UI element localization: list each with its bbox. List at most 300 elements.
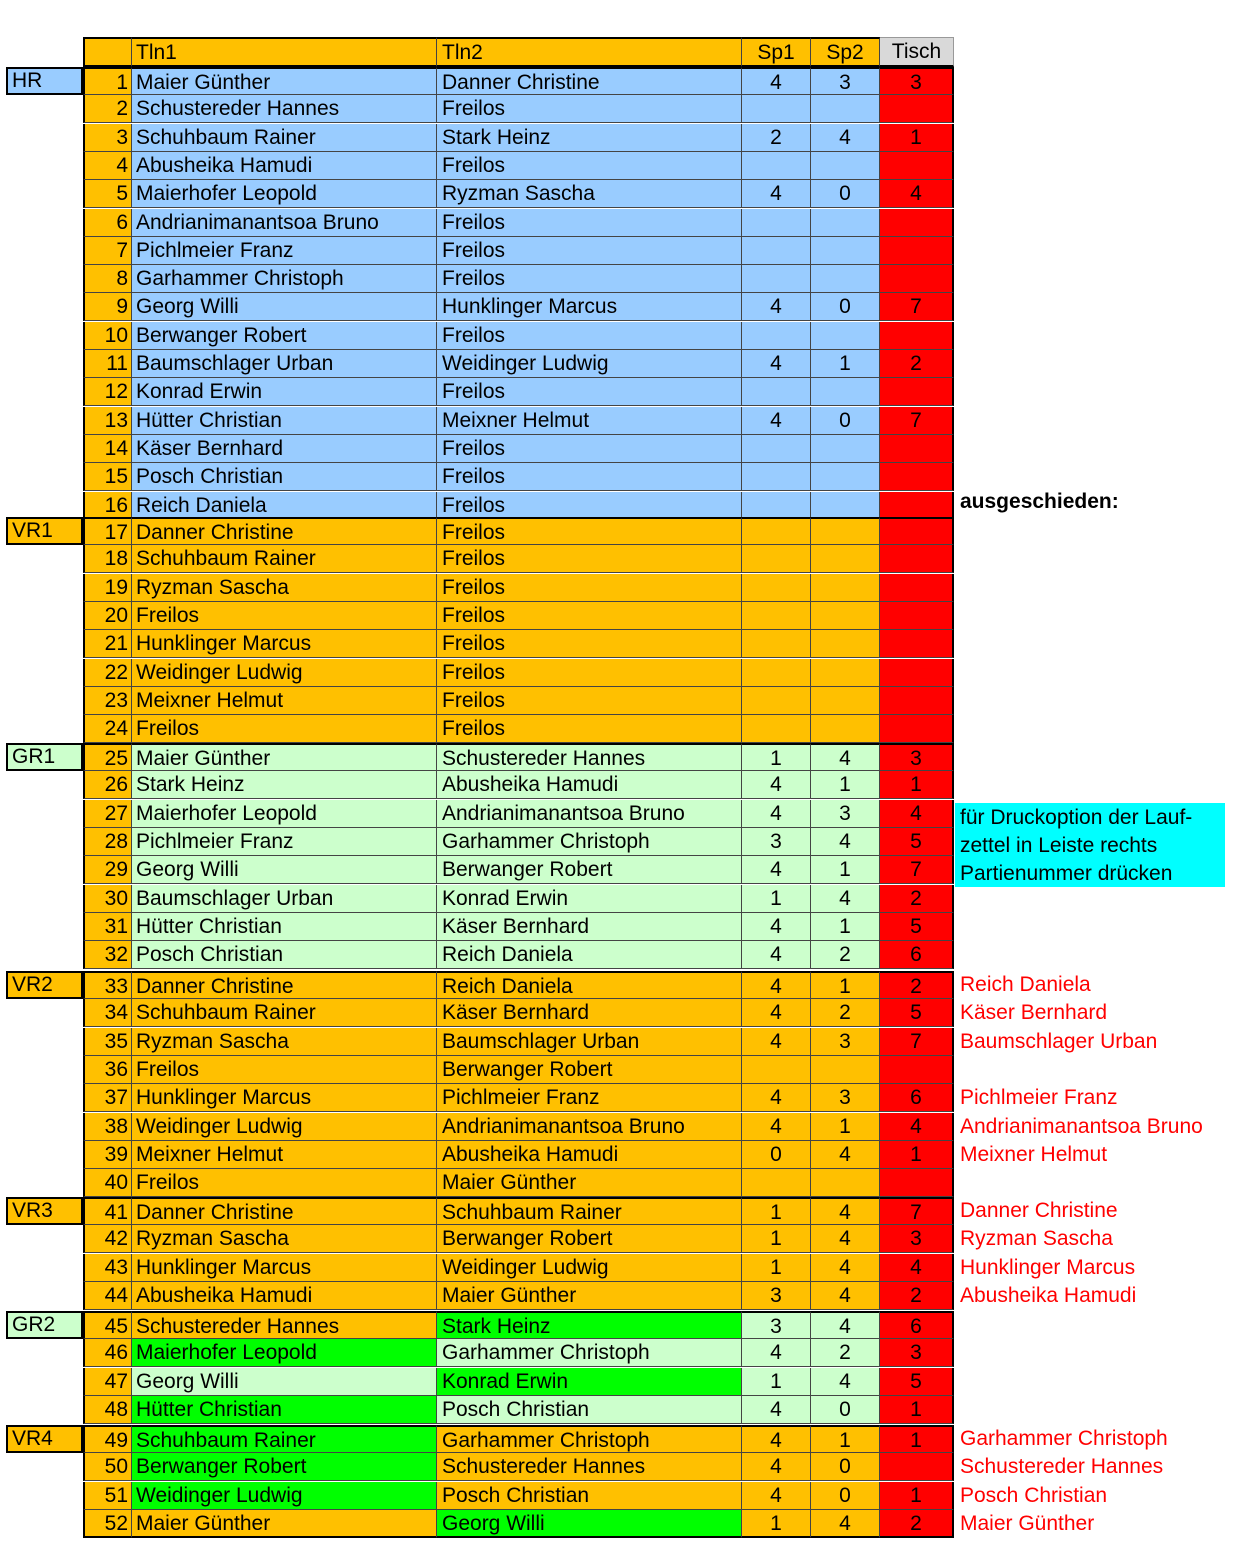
cell-p1[interactable]: Garhammer Christoph (132, 265, 437, 293)
cell-num[interactable]: 21 (83, 630, 132, 658)
cell-num[interactable]: 30 (83, 885, 132, 913)
cell-t[interactable]: 2 (880, 971, 954, 999)
cell-p2[interactable]: Konrad Erwin (437, 1368, 742, 1396)
cell-p1[interactable]: Georg Willi (132, 1368, 437, 1396)
cell-p1[interactable]: Reich Daniela (132, 492, 437, 520)
cell-p2[interactable]: Freilos (437, 378, 742, 406)
cell-t[interactable] (880, 209, 954, 237)
cell-p2[interactable]: Berwanger Robert (437, 1056, 742, 1084)
cell-s1[interactable]: 4 (742, 913, 811, 941)
header-tln2[interactable]: Tln2 (437, 37, 742, 67)
cell-num[interactable]: 31 (83, 913, 132, 941)
cell-s1[interactable]: 4 (742, 771, 811, 799)
cell-num[interactable]: 19 (83, 574, 132, 602)
cell-num[interactable]: 35 (83, 1028, 132, 1056)
cell-p1[interactable]: Meixner Helmut (132, 687, 437, 715)
cell-p1[interactable]: Pichlmeier Franz (132, 828, 437, 856)
cell-p2[interactable]: Freilos (437, 517, 742, 545)
cell-p2[interactable]: Freilos (437, 659, 742, 687)
cell-s1[interactable]: 4 (742, 1028, 811, 1056)
cell-t[interactable]: 5 (880, 1368, 954, 1396)
cell-p2[interactable]: Freilos (437, 209, 742, 237)
cell-t[interactable] (880, 715, 954, 743)
cell-p2[interactable]: Käser Bernhard (437, 913, 742, 941)
cell-s2[interactable]: 4 (811, 828, 880, 856)
cell-num[interactable]: 34 (83, 999, 132, 1027)
cell-s1[interactable]: 4 (742, 1113, 811, 1141)
cell-s1[interactable] (742, 463, 811, 491)
cell-p2[interactable]: Stark Heinz (437, 1311, 742, 1339)
cell-s2[interactable] (811, 237, 880, 265)
cell-s1[interactable] (742, 492, 811, 520)
cell-p2[interactable]: Berwanger Robert (437, 1225, 742, 1253)
cell-p1[interactable]: Berwanger Robert (132, 322, 437, 350)
cell-t[interactable]: 2 (880, 1282, 954, 1310)
cell-s2[interactable]: 2 (811, 941, 880, 969)
cell-t[interactable]: 7 (880, 1197, 954, 1225)
cell-num[interactable]: 7 (83, 237, 132, 265)
cell-p2[interactable]: Stark Heinz (437, 124, 742, 152)
cell-s2[interactable]: 1 (811, 856, 880, 884)
cell-s2[interactable]: 2 (811, 999, 880, 1027)
cell-num[interactable]: 39 (83, 1141, 132, 1169)
cell-num[interactable]: 47 (83, 1368, 132, 1396)
cell-p2[interactable]: Pichlmeier Franz (437, 1084, 742, 1112)
cell-s1[interactable]: 1 (742, 1368, 811, 1396)
cell-num[interactable]: 18 (83, 545, 132, 573)
cell-s2[interactable]: 4 (811, 1254, 880, 1282)
cell-s1[interactable]: 3 (742, 1311, 811, 1339)
cell-s2[interactable]: 2 (811, 1339, 880, 1367)
cell-s1[interactable] (742, 687, 811, 715)
cell-p1[interactable]: Danner Christine (132, 517, 437, 545)
cell-p1[interactable]: Pichlmeier Franz (132, 237, 437, 265)
cell-s2[interactable]: 4 (811, 1197, 880, 1225)
cell-p1[interactable]: Hunklinger Marcus (132, 630, 437, 658)
cell-p2[interactable]: Danner Christine (437, 67, 742, 95)
cell-t[interactable]: 1 (880, 1396, 954, 1424)
cell-t[interactable]: 2 (880, 1510, 954, 1538)
cell-p1[interactable]: Schuhbaum Rainer (132, 124, 437, 152)
cell-t[interactable]: 7 (880, 856, 954, 884)
cell-p1[interactable]: Weidinger Ludwig (132, 1113, 437, 1141)
cell-p1[interactable]: Maierhofer Leopold (132, 800, 437, 828)
cell-p1[interactable]: Maierhofer Leopold (132, 1339, 437, 1367)
cell-num[interactable]: 44 (83, 1282, 132, 1310)
cell-p2[interactable]: Schustereder Hannes (437, 1453, 742, 1481)
cell-s1[interactable]: 4 (742, 999, 811, 1027)
cell-p1[interactable]: Hunklinger Marcus (132, 1084, 437, 1112)
cell-p1[interactable]: Berwanger Robert (132, 1453, 437, 1481)
cell-p2[interactable]: Garhammer Christoph (437, 828, 742, 856)
cell-s1[interactable]: 2 (742, 124, 811, 152)
cell-s1[interactable]: 4 (742, 1482, 811, 1510)
cell-s1[interactable]: 4 (742, 67, 811, 95)
cell-s2[interactable] (811, 659, 880, 687)
cell-s2[interactable]: 4 (811, 1510, 880, 1538)
cell-p2[interactable]: Freilos (437, 463, 742, 491)
cell-s1[interactable] (742, 545, 811, 573)
cell-p2[interactable]: Freilos (437, 265, 742, 293)
cell-num[interactable]: 2 (83, 95, 132, 123)
cell-s1[interactable]: 4 (742, 941, 811, 969)
cell-s2[interactable] (811, 265, 880, 293)
cell-s2[interactable] (811, 545, 880, 573)
cell-t[interactable] (880, 687, 954, 715)
cell-num[interactable]: 1 (83, 67, 132, 95)
cell-p1[interactable]: Schuhbaum Rainer (132, 545, 437, 573)
cell-p1[interactable]: Ryzman Sascha (132, 1225, 437, 1253)
cell-s1[interactable]: 4 (742, 1425, 811, 1453)
cell-t[interactable] (880, 492, 954, 520)
cell-num[interactable]: 37 (83, 1084, 132, 1112)
cell-p2[interactable]: Schuhbaum Rainer (437, 1197, 742, 1225)
cell-t[interactable]: 1 (880, 124, 954, 152)
cell-num[interactable]: 52 (83, 1510, 132, 1538)
cell-p2[interactable]: Georg Willi (437, 1510, 742, 1538)
header-sp1[interactable]: Sp1 (742, 37, 811, 67)
cell-p2[interactable]: Konrad Erwin (437, 885, 742, 913)
cell-t[interactable]: 3 (880, 1339, 954, 1367)
cell-t[interactable]: 1 (880, 771, 954, 799)
cell-s2[interactable] (811, 322, 880, 350)
cell-s1[interactable] (742, 1169, 811, 1197)
cell-t[interactable]: 3 (880, 743, 954, 771)
cell-p2[interactable]: Freilos (437, 492, 742, 520)
cell-s2[interactable]: 4 (811, 1141, 880, 1169)
cell-num[interactable]: 4 (83, 152, 132, 180)
cell-p1[interactable]: Ryzman Sascha (132, 1028, 437, 1056)
cell-s2[interactable]: 4 (811, 1311, 880, 1339)
cell-p1[interactable]: Baumschlager Urban (132, 350, 437, 378)
cell-s2[interactable] (811, 378, 880, 406)
cell-p1[interactable]: Hütter Christian (132, 407, 437, 435)
cell-num[interactable]: 8 (83, 265, 132, 293)
cell-p2[interactable]: Freilos (437, 322, 742, 350)
cell-s2[interactable]: 4 (811, 124, 880, 152)
cell-p2[interactable]: Baumschlager Urban (437, 1028, 742, 1056)
cell-p1[interactable]: Konrad Erwin (132, 378, 437, 406)
cell-p2[interactable]: Meixner Helmut (437, 407, 742, 435)
cell-s2[interactable] (811, 517, 880, 545)
cell-t[interactable]: 6 (880, 941, 954, 969)
cell-t[interactable] (880, 1453, 954, 1481)
cell-p1[interactable]: Georg Willi (132, 856, 437, 884)
cell-num[interactable]: 15 (83, 463, 132, 491)
cell-s2[interactable]: 3 (811, 1028, 880, 1056)
cell-p1[interactable]: Weidinger Ludwig (132, 1482, 437, 1510)
cell-s2[interactable]: 4 (811, 1282, 880, 1310)
cell-num[interactable]: 50 (83, 1453, 132, 1481)
cell-s1[interactable]: 4 (742, 180, 811, 208)
cell-p1[interactable]: Freilos (132, 1169, 437, 1197)
cell-p1[interactable]: Freilos (132, 602, 437, 630)
cell-num[interactable]: 32 (83, 941, 132, 969)
cell-t[interactable]: 5 (880, 999, 954, 1027)
cell-p2[interactable]: Abusheika Hamudi (437, 771, 742, 799)
cell-p2[interactable]: Freilos (437, 237, 742, 265)
cell-p1[interactable]: Hütter Christian (132, 1396, 437, 1424)
cell-s2[interactable] (811, 1056, 880, 1084)
cell-p2[interactable]: Freilos (437, 95, 742, 123)
cell-s2[interactable]: 0 (811, 293, 880, 321)
cell-s2[interactable]: 4 (811, 1225, 880, 1253)
cell-s1[interactable] (742, 630, 811, 658)
cell-p1[interactable]: Schustereder Hannes (132, 1311, 437, 1339)
cell-t[interactable]: 5 (880, 913, 954, 941)
cell-s1[interactable]: 4 (742, 407, 811, 435)
cell-t[interactable]: 7 (880, 407, 954, 435)
cell-p2[interactable]: Freilos (437, 435, 742, 463)
cell-s1[interactable]: 3 (742, 1282, 811, 1310)
cell-p2[interactable]: Freilos (437, 545, 742, 573)
cell-p2[interactable]: Andrianimanantsoa Bruno (437, 800, 742, 828)
header-sp2[interactable]: Sp2 (811, 37, 880, 67)
cell-s1[interactable] (742, 209, 811, 237)
cell-p2[interactable]: Ryzman Sascha (437, 180, 742, 208)
cell-s1[interactable]: 0 (742, 1141, 811, 1169)
cell-num[interactable]: 41 (83, 1197, 132, 1225)
cell-p2[interactable]: Reich Daniela (437, 971, 742, 999)
cell-t[interactable] (880, 378, 954, 406)
cell-num[interactable]: 13 (83, 407, 132, 435)
cell-t[interactable]: 6 (880, 1084, 954, 1112)
cell-p2[interactable]: Freilos (437, 715, 742, 743)
cell-p2[interactable]: Andrianimanantsoa Bruno (437, 1113, 742, 1141)
cell-p1[interactable]: Maier Günther (132, 1510, 437, 1538)
cell-num[interactable]: 27 (83, 800, 132, 828)
cell-p1[interactable]: Posch Christian (132, 463, 437, 491)
cell-num[interactable]: 20 (83, 602, 132, 630)
cell-t[interactable] (880, 602, 954, 630)
cell-s1[interactable]: 4 (742, 856, 811, 884)
cell-p2[interactable]: Freilos (437, 687, 742, 715)
cell-t[interactable] (880, 545, 954, 573)
cell-p1[interactable]: Posch Christian (132, 941, 437, 969)
cell-p1[interactable]: Danner Christine (132, 1197, 437, 1225)
cell-t[interactable]: 3 (880, 1225, 954, 1253)
cell-p2[interactable]: Garhammer Christoph (437, 1425, 742, 1453)
cell-s1[interactable] (742, 435, 811, 463)
cell-p1[interactable]: Schustereder Hannes (132, 95, 437, 123)
cell-s1[interactable]: 4 (742, 1453, 811, 1481)
cell-p2[interactable]: Posch Christian (437, 1396, 742, 1424)
cell-num[interactable]: 26 (83, 771, 132, 799)
cell-t[interactable]: 1 (880, 1425, 954, 1453)
cell-p1[interactable]: Meixner Helmut (132, 1141, 437, 1169)
cell-num[interactable]: 11 (83, 350, 132, 378)
cell-s2[interactable] (811, 687, 880, 715)
cell-s2[interactable] (811, 602, 880, 630)
cell-s2[interactable] (811, 435, 880, 463)
cell-p2[interactable]: Schustereder Hannes (437, 743, 742, 771)
cell-s1[interactable] (742, 95, 811, 123)
cell-num[interactable]: 6 (83, 209, 132, 237)
cell-p2[interactable]: Berwanger Robert (437, 856, 742, 884)
cell-s2[interactable]: 1 (811, 913, 880, 941)
cell-num[interactable]: 45 (83, 1311, 132, 1339)
cell-s2[interactable]: 1 (811, 350, 880, 378)
cell-s2[interactable]: 1 (811, 971, 880, 999)
cell-num[interactable]: 16 (83, 492, 132, 520)
cell-t[interactable]: 4 (880, 1254, 954, 1282)
cell-p2[interactable]: Maier Günther (437, 1282, 742, 1310)
cell-s1[interactable] (742, 659, 811, 687)
cell-s1[interactable] (742, 574, 811, 602)
cell-s1[interactable]: 4 (742, 350, 811, 378)
cell-t[interactable]: 4 (880, 180, 954, 208)
cell-t[interactable] (880, 517, 954, 545)
cell-p1[interactable]: Ryzman Sascha (132, 574, 437, 602)
cell-p1[interactable]: Hütter Christian (132, 913, 437, 941)
cell-num[interactable]: 38 (83, 1113, 132, 1141)
cell-p2[interactable]: Maier Günther (437, 1169, 742, 1197)
cell-s1[interactable]: 1 (742, 1254, 811, 1282)
cell-t[interactable] (880, 630, 954, 658)
header-num[interactable] (83, 37, 132, 67)
cell-s2[interactable] (811, 574, 880, 602)
cell-t[interactable] (880, 659, 954, 687)
cell-s1[interactable] (742, 152, 811, 180)
cell-num[interactable]: 46 (83, 1339, 132, 1367)
cell-s1[interactable]: 4 (742, 800, 811, 828)
cell-s1[interactable] (742, 237, 811, 265)
cell-s1[interactable]: 1 (742, 1197, 811, 1225)
cell-s1[interactable]: 4 (742, 1396, 811, 1424)
cell-s1[interactable]: 1 (742, 743, 811, 771)
cell-p2[interactable]: Freilos (437, 602, 742, 630)
cell-s2[interactable] (811, 463, 880, 491)
cell-p2[interactable]: Abusheika Hamudi (437, 1141, 742, 1169)
cell-t[interactable] (880, 435, 954, 463)
cell-s2[interactable] (811, 1169, 880, 1197)
cell-p1[interactable]: Andrianimanantsoa Bruno (132, 209, 437, 237)
cell-s1[interactable]: 1 (742, 885, 811, 913)
cell-s2[interactable]: 4 (811, 743, 880, 771)
cell-t[interactable]: 2 (880, 350, 954, 378)
header-tisch[interactable]: Tisch (880, 37, 954, 67)
cell-t[interactable] (880, 237, 954, 265)
cell-p2[interactable]: Freilos (437, 630, 742, 658)
cell-num[interactable]: 14 (83, 435, 132, 463)
cell-p2[interactable]: Weidinger Ludwig (437, 350, 742, 378)
cell-p1[interactable]: Schuhbaum Rainer (132, 1425, 437, 1453)
cell-t[interactable] (880, 463, 954, 491)
cell-s1[interactable] (742, 517, 811, 545)
cell-p1[interactable]: Maierhofer Leopold (132, 180, 437, 208)
cell-s2[interactable]: 0 (811, 1453, 880, 1481)
cell-s2[interactable] (811, 715, 880, 743)
cell-s1[interactable]: 4 (742, 1084, 811, 1112)
cell-s1[interactable]: 3 (742, 828, 811, 856)
cell-num[interactable]: 10 (83, 322, 132, 350)
cell-s1[interactable] (742, 1056, 811, 1084)
cell-p1[interactable]: Hunklinger Marcus (132, 1254, 437, 1282)
cell-s2[interactable]: 4 (811, 1368, 880, 1396)
cell-t[interactable]: 7 (880, 1028, 954, 1056)
cell-num[interactable]: 33 (83, 971, 132, 999)
cell-s1[interactable] (742, 715, 811, 743)
cell-t[interactable]: 6 (880, 1311, 954, 1339)
cell-p1[interactable]: Baumschlager Urban (132, 885, 437, 913)
cell-p1[interactable]: Abusheika Hamudi (132, 1282, 437, 1310)
cell-s1[interactable]: 1 (742, 1225, 811, 1253)
cell-s2[interactable] (811, 492, 880, 520)
cell-p1[interactable]: Schuhbaum Rainer (132, 999, 437, 1027)
cell-s1[interactable] (742, 602, 811, 630)
cell-num[interactable]: 5 (83, 180, 132, 208)
cell-s2[interactable]: 1 (811, 771, 880, 799)
cell-num[interactable]: 12 (83, 378, 132, 406)
cell-s1[interactable] (742, 265, 811, 293)
cell-p1[interactable]: Maier Günther (132, 67, 437, 95)
cell-s1[interactable] (742, 378, 811, 406)
cell-num[interactable]: 24 (83, 715, 132, 743)
cell-t[interactable]: 5 (880, 828, 954, 856)
cell-num[interactable]: 40 (83, 1169, 132, 1197)
cell-p1[interactable]: Freilos (132, 1056, 437, 1084)
cell-s2[interactable] (811, 95, 880, 123)
cell-t[interactable]: 4 (880, 1113, 954, 1141)
cell-num[interactable]: 25 (83, 743, 132, 771)
cell-num[interactable]: 9 (83, 293, 132, 321)
cell-s1[interactable]: 4 (742, 293, 811, 321)
cell-t[interactable] (880, 265, 954, 293)
cell-s2[interactable] (811, 209, 880, 237)
cell-t[interactable] (880, 322, 954, 350)
cell-t[interactable] (880, 95, 954, 123)
cell-num[interactable]: 36 (83, 1056, 132, 1084)
cell-num[interactable]: 29 (83, 856, 132, 884)
cell-num[interactable]: 48 (83, 1396, 132, 1424)
cell-num[interactable]: 49 (83, 1425, 132, 1453)
cell-s2[interactable]: 0 (811, 407, 880, 435)
cell-num[interactable]: 17 (83, 517, 132, 545)
cell-num[interactable]: 23 (83, 687, 132, 715)
cell-s1[interactable] (742, 322, 811, 350)
cell-p1[interactable]: Abusheika Hamudi (132, 152, 437, 180)
cell-p1[interactable]: Maier Günther (132, 743, 437, 771)
cell-num[interactable]: 43 (83, 1254, 132, 1282)
cell-s2[interactable]: 1 (811, 1425, 880, 1453)
cell-p1[interactable]: Freilos (132, 715, 437, 743)
cell-s1[interactable]: 4 (742, 971, 811, 999)
cell-s2[interactable]: 0 (811, 1396, 880, 1424)
cell-t[interactable] (880, 1169, 954, 1197)
cell-p1[interactable]: Danner Christine (132, 971, 437, 999)
cell-s2[interactable]: 1 (811, 1113, 880, 1141)
cell-num[interactable]: 42 (83, 1225, 132, 1253)
cell-p1[interactable]: Weidinger Ludwig (132, 659, 437, 687)
cell-s2[interactable]: 0 (811, 180, 880, 208)
cell-p1[interactable]: Käser Bernhard (132, 435, 437, 463)
cell-num[interactable]: 22 (83, 659, 132, 687)
cell-t[interactable]: 1 (880, 1141, 954, 1169)
cell-t[interactable]: 3 (880, 67, 954, 95)
header-tln1[interactable]: Tln1 (132, 37, 437, 67)
cell-t[interactable] (880, 574, 954, 602)
cell-t[interactable]: 1 (880, 1482, 954, 1510)
cell-s1[interactable]: 4 (742, 1339, 811, 1367)
cell-s2[interactable]: 0 (811, 1482, 880, 1510)
cell-p1[interactable]: Stark Heinz (132, 771, 437, 799)
cell-t[interactable]: 4 (880, 800, 954, 828)
cell-p1[interactable]: Georg Willi (132, 293, 437, 321)
cell-p2[interactable]: Freilos (437, 152, 742, 180)
cell-s2[interactable]: 3 (811, 1084, 880, 1112)
cell-p2[interactable]: Käser Bernhard (437, 999, 742, 1027)
cell-t[interactable]: 7 (880, 293, 954, 321)
